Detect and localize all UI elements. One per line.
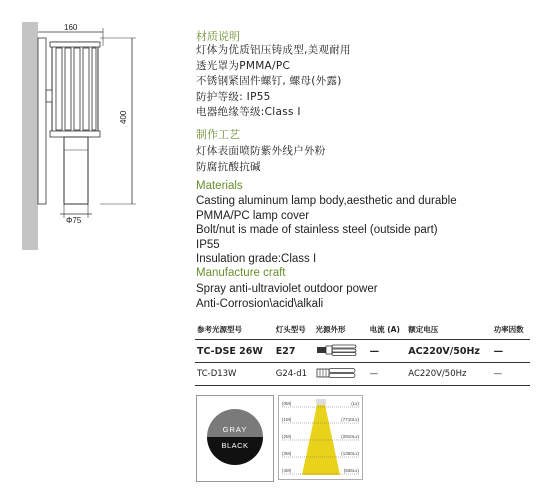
cell-voltage: AC220V/50Hz [406, 363, 491, 386]
materials-en-lines [196, 194, 457, 267]
dist-label: (0M) [282, 401, 292, 406]
craft-en-lines [196, 282, 378, 312]
header-power-factor: 功率因数 [492, 322, 530, 340]
bulb-shape-icon [316, 344, 360, 356]
table-header-row [195, 322, 530, 340]
cell-base: E27 [274, 340, 314, 363]
header-base: 灯头型号 [274, 322, 314, 340]
wall [22, 22, 38, 250]
black-label: BLACK [221, 441, 249, 450]
cell-current: — [368, 363, 407, 386]
lamp-mark [316, 399, 326, 405]
header-shape: 光源外形 [314, 322, 368, 340]
cell-model: TC-D13W [195, 363, 274, 386]
materials-en-line: Bolt/nut is made of stainless steel (outside part) [196, 224, 438, 236]
cell-model: TC-DSE 26W [195, 340, 274, 363]
cell-power-factor: — [492, 363, 530, 386]
craft-en-line: Anti-Corrosion\acid\alkali [196, 298, 324, 310]
header-voltage: 额定电压 [406, 322, 491, 340]
table-row [195, 363, 530, 386]
width-dim-label: 160 [64, 23, 78, 32]
lux-label: (835Lx) [343, 468, 359, 473]
cell-power-factor: — [492, 340, 530, 363]
color-swatch-box [196, 395, 274, 482]
spec-table [195, 322, 530, 386]
material-line: 透光罩为PMMA/PC [196, 59, 291, 72]
light-distribution-chart [278, 395, 363, 480]
dist-label: (4M) [282, 468, 292, 473]
cell-shape [314, 363, 368, 386]
cell-shape [314, 340, 368, 363]
cell-voltage: AC220V/50Hz [406, 340, 491, 363]
lux-label: (7710Lx) [341, 417, 359, 422]
materials-en-title: Materials [196, 180, 243, 192]
lux-label: (2910Lx) [341, 434, 359, 439]
height-dim-label: 400 [119, 110, 128, 124]
material-line: 防护等级: IP55 [196, 90, 271, 103]
lamp-pipe [64, 137, 88, 204]
product-drawing [0, 0, 190, 260]
material-line: 电器绝缘等级:Class Ⅰ [196, 106, 301, 118]
dist-label: (2M) [282, 434, 292, 439]
back-plate [38, 38, 46, 204]
header-light-source: 参考光源型号 [195, 322, 274, 340]
cell-current: — [368, 340, 407, 363]
cell-base: G24-d1 [274, 363, 314, 386]
materials-en-line: IP55 [196, 238, 220, 251]
material-line: 不锈钢紧固件螺钉, 螺母(外露) [196, 75, 342, 87]
color-swatch [197, 396, 273, 481]
gray-label: GRAY [222, 425, 248, 434]
craft-line: 灯体表面喷防紫外线户外粉 [196, 145, 326, 157]
craft-en-title: Manufacture craft [196, 267, 286, 279]
materials-en-line: Casting aluminum lamp body,aesthetic and durable [196, 195, 457, 207]
dist-label: (1M) [282, 417, 292, 422]
lux-label: (1350Lx) [341, 451, 359, 456]
pipe-dim-label: Φ75 [66, 216, 82, 225]
craft-en-line: Spray anti-ultraviolet outdoor power [196, 283, 378, 295]
bulb-shape-icon [316, 367, 360, 379]
material-title: 材质说明 [196, 30, 240, 43]
material-line: 灯体为优质铝压铸成型,美观耐用 [196, 44, 351, 56]
lux-label: (Lx) [351, 401, 359, 406]
craft-line: 防腐抗酸抗碱 [196, 160, 261, 173]
table-row [195, 340, 530, 363]
material-lines [196, 43, 351, 121]
header-current: 电流 (A) [368, 322, 407, 340]
craft-title: 制作工艺 [196, 128, 240, 141]
materials-en-line: Insulation grade:Class I [196, 253, 317, 265]
dist-label: (3M) [282, 451, 292, 456]
materials-en-line: PMMA/PC lamp cover [196, 209, 310, 222]
craft-lines [196, 144, 326, 175]
